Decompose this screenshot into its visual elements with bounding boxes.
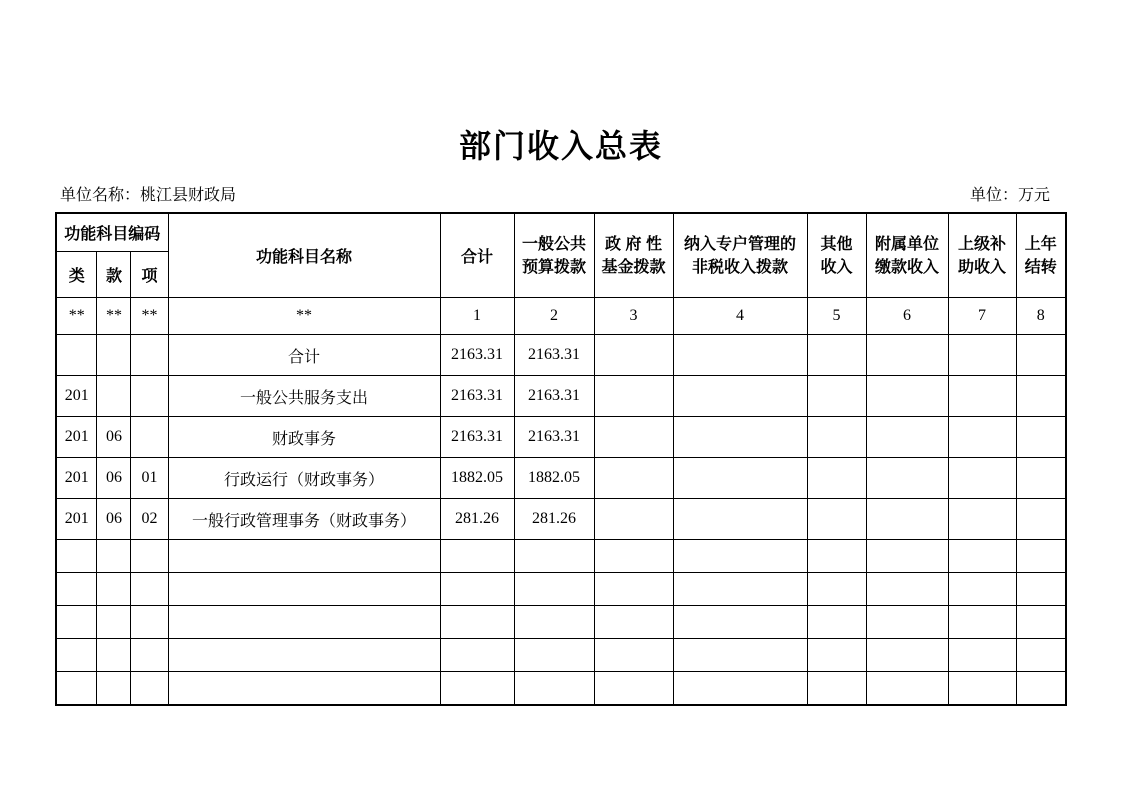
cell-subject-name — [168, 606, 440, 639]
cell-value-3 — [594, 499, 673, 540]
cell-value-6 — [866, 335, 948, 376]
index-cell: 8 — [1016, 298, 1066, 335]
cell-value-3 — [594, 672, 673, 706]
table-row — [56, 335, 1066, 376]
header-line-2: 助收入 — [957, 258, 1006, 276]
cell-value-7 — [948, 672, 1016, 706]
cell-value-5 — [807, 335, 866, 376]
header-line-1: 上年 — [1024, 235, 1057, 253]
header-superior-subsidy — [948, 213, 1016, 298]
cell-value-3 — [594, 540, 673, 573]
cell-section-code — [97, 335, 131, 376]
header-line-1: 政 府 性 — [605, 235, 662, 253]
index-cell: 6 — [866, 298, 948, 335]
cell-class-code — [56, 573, 97, 606]
table-row — [56, 499, 1066, 540]
cell-subject-name — [168, 573, 440, 606]
table-row — [56, 458, 1066, 499]
cell-subject-name: 财政事务 — [168, 417, 440, 458]
cell-value-3 — [594, 417, 673, 458]
header-index-row — [56, 298, 1066, 335]
header-line-2: 基金拨款 — [601, 258, 666, 276]
cell-item-code: 01 — [131, 458, 168, 499]
cell-section-code: 06 — [97, 499, 131, 540]
cell-value-7 — [948, 376, 1016, 417]
cell-value-4 — [673, 672, 807, 706]
cell-value-3 — [594, 458, 673, 499]
cell-value-6 — [866, 499, 948, 540]
cell-class-code: 201 — [56, 458, 97, 499]
header-gov-fund — [594, 213, 673, 298]
cell-subject-name: 行政运行（财政事务） — [168, 458, 440, 499]
cell-value-5 — [807, 417, 866, 458]
cell-value-6 — [866, 458, 948, 499]
index-cell: 2 — [514, 298, 594, 335]
cell-section-code: 06 — [97, 458, 131, 499]
cell-section-code — [97, 540, 131, 573]
cell-value-4 — [673, 540, 807, 573]
cell-value-6 — [866, 417, 948, 458]
header-line-1: 其他 — [820, 235, 853, 253]
cell-item-code — [131, 540, 168, 573]
cell-value-8 — [1016, 499, 1066, 540]
cell-value-5 — [807, 606, 866, 639]
cell-value-5 — [807, 672, 866, 706]
table-row — [56, 417, 1066, 458]
cell-class-code — [56, 335, 97, 376]
cell-section-code — [97, 672, 131, 706]
cell-value-8 — [1016, 376, 1066, 417]
cell-value-2: 2163.31 — [514, 417, 594, 458]
header-line-1: 纳入专户管理的 — [683, 235, 796, 253]
table-body — [56, 335, 1066, 706]
cell-value-2 — [514, 540, 594, 573]
cell-value-7 — [948, 335, 1016, 376]
cell-value-6 — [866, 639, 948, 672]
header-total: 合计 — [440, 213, 514, 298]
cell-value-6 — [866, 573, 948, 606]
header-line-1: 一般公共 — [521, 235, 586, 253]
cell-class-code: 201 — [56, 417, 97, 458]
header-section: 款 — [97, 252, 131, 298]
cell-value-7 — [948, 639, 1016, 672]
cell-value-5 — [807, 458, 866, 499]
cell-class-code: 201 — [56, 499, 97, 540]
cell-value-2: 281.26 — [514, 499, 594, 540]
cell-value-8 — [1016, 417, 1066, 458]
cell-item-code — [131, 376, 168, 417]
header-row-1 — [56, 213, 1066, 252]
header-line-1: 附属单位 — [874, 235, 939, 253]
cell-value-5 — [807, 499, 866, 540]
income-summary-table — [55, 212, 1067, 706]
cell-item-code — [131, 672, 168, 706]
cell-value-4 — [673, 499, 807, 540]
header-code-group: 功能科目编码 — [56, 213, 168, 252]
cell-value-7 — [948, 417, 1016, 458]
table-row — [56, 639, 1066, 672]
cell-value-7 — [948, 499, 1016, 540]
cell-value-4 — [673, 573, 807, 606]
cell-value-1 — [440, 639, 514, 672]
cell-value-1: 2163.31 — [440, 417, 514, 458]
cell-item-code: 02 — [131, 499, 168, 540]
unit-label: 单位：万元 — [969, 187, 1050, 204]
cell-value-2: 2163.31 — [514, 335, 594, 376]
cell-value-1: 2163.31 — [440, 376, 514, 417]
cell-value-6 — [866, 672, 948, 706]
header-item: 项 — [131, 252, 168, 298]
cell-value-1 — [440, 672, 514, 706]
index-cell: 7 — [948, 298, 1016, 335]
cell-value-2 — [514, 606, 594, 639]
table-row — [56, 672, 1066, 706]
header-class: 类 — [56, 252, 97, 298]
header-subject-name: 功能科目名称 — [168, 213, 440, 298]
header-line-2: 非税收入拨款 — [691, 258, 788, 276]
header-line-2: 结转 — [1024, 258, 1057, 276]
cell-value-7 — [948, 540, 1016, 573]
cell-section-code: 06 — [97, 417, 131, 458]
cell-subject-name — [168, 672, 440, 706]
header-other-income — [807, 213, 866, 298]
header-line-2: 收入 — [820, 258, 853, 276]
table-row — [56, 606, 1066, 639]
cell-value-4 — [673, 458, 807, 499]
index-cell: 5 — [807, 298, 866, 335]
cell-value-7 — [948, 458, 1016, 499]
header-special-account-nontax — [673, 213, 807, 298]
cell-value-7 — [948, 573, 1016, 606]
cell-value-8 — [1016, 540, 1066, 573]
cell-value-5 — [807, 540, 866, 573]
cell-class-code: 201 — [56, 376, 97, 417]
header-general-public-budget — [514, 213, 594, 298]
cell-value-3 — [594, 639, 673, 672]
info-row — [56, 186, 1066, 205]
unit-name-label: 单位名称：桃江县财政局 — [60, 187, 237, 204]
cell-value-3 — [594, 606, 673, 639]
cell-value-1 — [440, 606, 514, 639]
header-line-2: 缴款收入 — [874, 258, 939, 276]
cell-section-code — [97, 573, 131, 606]
cell-value-2 — [514, 639, 594, 672]
cell-value-1: 1882.05 — [440, 458, 514, 499]
cell-value-1: 281.26 — [440, 499, 514, 540]
cell-value-4 — [673, 606, 807, 639]
cell-value-6 — [866, 540, 948, 573]
cell-value-5 — [807, 376, 866, 417]
cell-value-8 — [1016, 335, 1066, 376]
cell-subject-name: 一般公共服务支出 — [168, 376, 440, 417]
cell-subject-name — [168, 639, 440, 672]
cell-value-4 — [673, 376, 807, 417]
cell-value-4 — [673, 639, 807, 672]
cell-value-8 — [1016, 573, 1066, 606]
index-cell: ** — [168, 298, 440, 335]
cell-value-8 — [1016, 458, 1066, 499]
cell-value-2 — [514, 573, 594, 606]
index-cell: ** — [56, 298, 97, 335]
cell-section-code — [97, 376, 131, 417]
cell-section-code — [97, 639, 131, 672]
cell-value-8 — [1016, 606, 1066, 639]
cell-value-1 — [440, 573, 514, 606]
header-affiliated-unit-payments — [866, 213, 948, 298]
page-title: 部门收入总表 — [458, 128, 663, 164]
cell-item-code — [131, 417, 168, 458]
index-cell: 1 — [440, 298, 514, 335]
cell-value-7 — [948, 606, 1016, 639]
table-row — [56, 540, 1066, 573]
cell-class-code — [56, 672, 97, 706]
cell-value-3 — [594, 376, 673, 417]
table-row — [56, 376, 1066, 417]
cell-value-4 — [673, 417, 807, 458]
cell-item-code — [131, 606, 168, 639]
cell-value-3 — [594, 573, 673, 606]
index-cell: 4 — [673, 298, 807, 335]
cell-value-2: 2163.31 — [514, 376, 594, 417]
cell-value-4 — [673, 335, 807, 376]
table-row — [56, 573, 1066, 606]
cell-value-3 — [594, 335, 673, 376]
index-cell: ** — [131, 298, 168, 335]
cell-value-5 — [807, 639, 866, 672]
cell-value-8 — [1016, 672, 1066, 706]
cell-subject-name — [168, 540, 440, 573]
cell-value-5 — [807, 573, 866, 606]
header-prev-year-carryover — [1016, 213, 1066, 298]
cell-value-6 — [866, 606, 948, 639]
cell-class-code — [56, 639, 97, 672]
index-cell: ** — [97, 298, 131, 335]
cell-value-8 — [1016, 639, 1066, 672]
cell-value-1 — [440, 540, 514, 573]
cell-item-code — [131, 335, 168, 376]
cell-item-code — [131, 639, 168, 672]
cell-subject-name: 一般行政管理事务（财政事务） — [168, 499, 440, 540]
cell-value-2: 1882.05 — [514, 458, 594, 499]
cell-subject-name: 合计 — [168, 335, 440, 376]
cell-value-6 — [866, 376, 948, 417]
cell-value-1: 2163.31 — [440, 335, 514, 376]
cell-class-code — [56, 540, 97, 573]
cell-class-code — [56, 606, 97, 639]
cell-section-code — [97, 606, 131, 639]
cell-item-code — [131, 573, 168, 606]
header-line-2: 预算拨款 — [521, 258, 586, 276]
header-line-1: 上级补 — [957, 235, 1006, 253]
index-cell: 3 — [594, 298, 673, 335]
cell-value-2 — [514, 672, 594, 706]
